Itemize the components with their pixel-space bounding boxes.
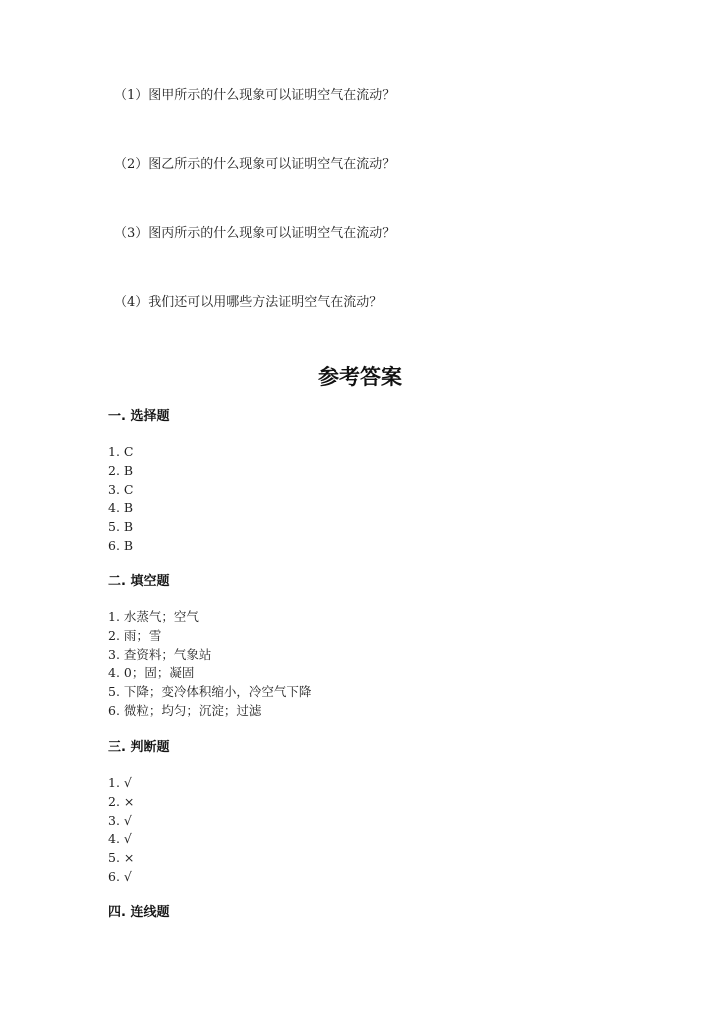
list-item: 1. C <box>108 444 134 459</box>
list-item: 4. 0；固；凝固 <box>108 665 195 681</box>
answer-list-choice <box>108 443 133 556</box>
list-item: 3. C <box>108 481 134 497</box>
question-1: （1）图甲所示的什么现象可以证明空气在流动？ <box>114 88 396 103</box>
question-3: （3）图丙所示的什么现象可以证明空气在流动？ <box>114 226 396 241</box>
list-item: 4. B <box>108 500 134 516</box>
list-item: 1. √ <box>108 775 132 790</box>
section-heading-choice: 一. 选择题 <box>108 409 170 424</box>
list-item: 2. 雨；雪 <box>108 627 162 643</box>
list-item: 5. 下降；变冷体积缩小，冷空气下降 <box>108 684 312 700</box>
list-item: 2. B <box>108 462 134 478</box>
list-item: 3. 查资料；气象站 <box>108 646 212 662</box>
section-heading-fill: 二. 填空题 <box>108 574 170 589</box>
list-item: 2. × <box>108 793 135 809</box>
list-item: 5. B <box>108 519 134 535</box>
list-item: 6. √ <box>108 868 132 884</box>
section-heading-match: 四. 连线题 <box>108 905 170 920</box>
list-item: 6. 微粒；均匀；沉淀；过滤 <box>108 702 262 718</box>
list-item: 5. × <box>108 850 135 866</box>
list-item: 6. B <box>108 537 134 553</box>
answer-list-judge <box>108 774 134 887</box>
question-2: （2）图乙所示的什么现象可以证明空气在流动？ <box>114 157 396 172</box>
list-item: 3. √ <box>108 812 132 828</box>
list-item: 4. √ <box>108 831 132 847</box>
question-4: （4）我们还可以用哪些方法证明空气在流动？ <box>114 295 383 310</box>
section-heading-judge: 三. 判断题 <box>108 740 170 755</box>
answer-list-fill <box>108 608 311 721</box>
list-item: 1. 水蒸气；空气 <box>108 609 199 624</box>
answer-title: 参考答案 <box>318 365 402 389</box>
